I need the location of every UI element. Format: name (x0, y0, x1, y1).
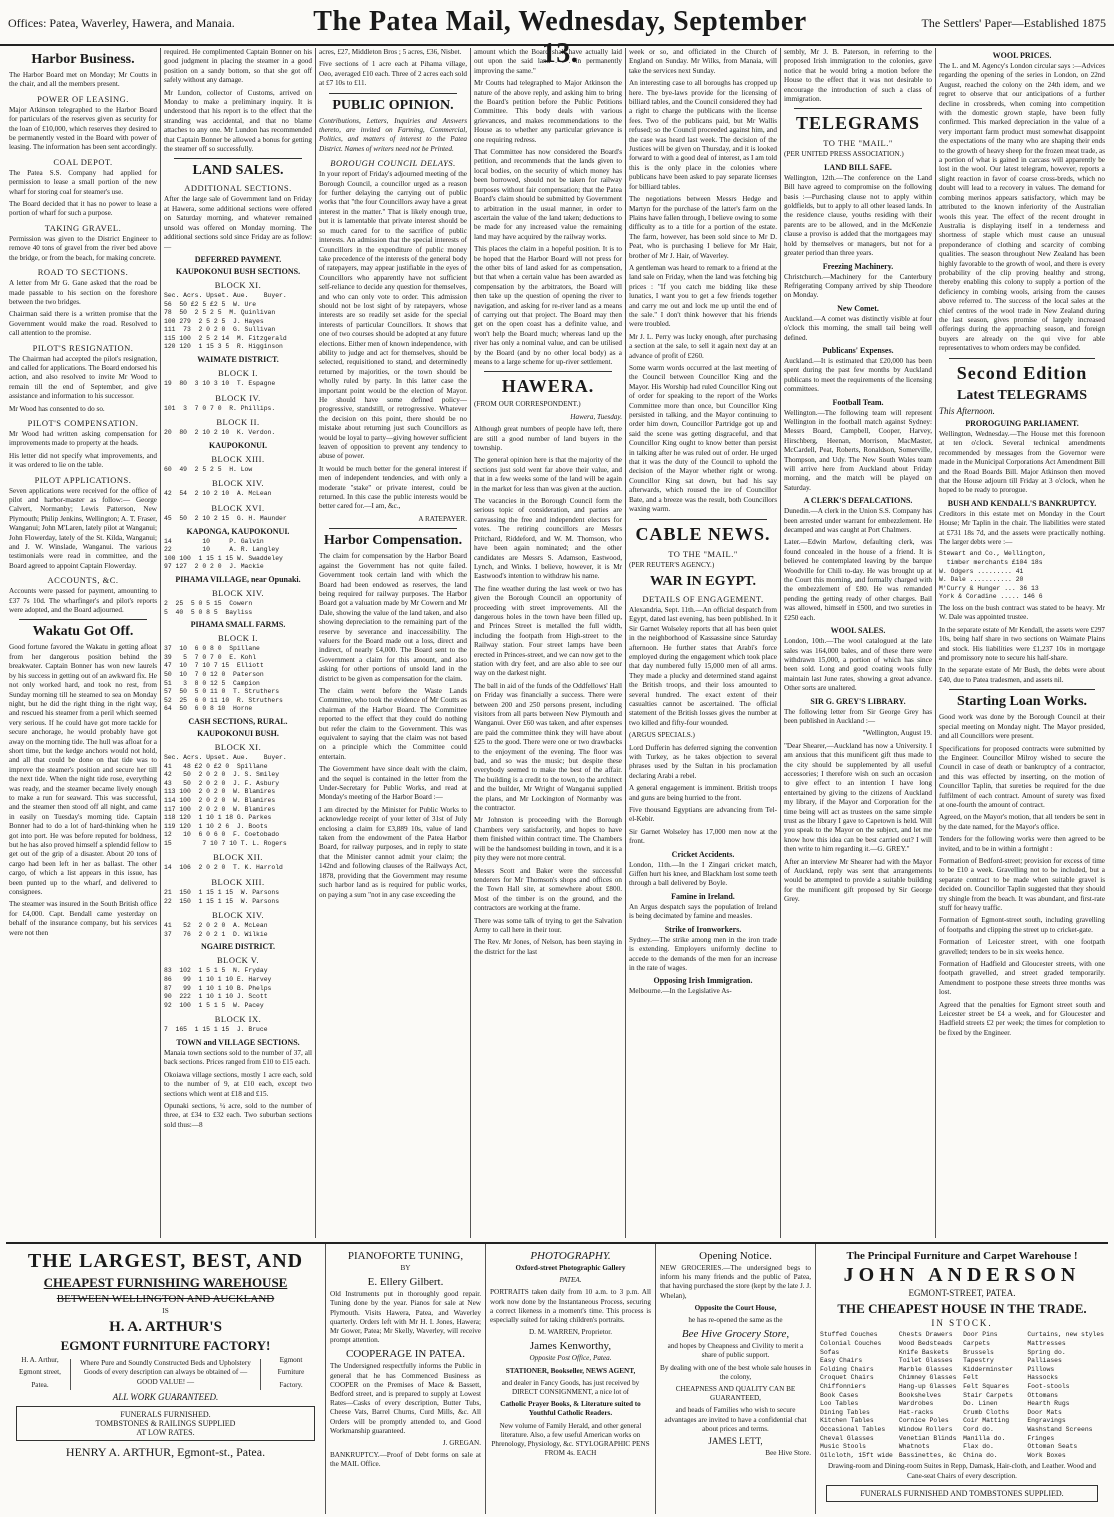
subhead: KAUPOKONUI BUSH SECTIONS. (175, 266, 301, 276)
ad-row (10, 1356, 321, 1393)
paragraph: Although great numbers of people have left, there are still a good number of land buyers in the township. (474, 425, 622, 453)
paragraph: Formation of Egmont-street south, including gravelling of footpaths and clipping the street up to cricket-gate. (939, 916, 1105, 934)
subhead: WOOL SALES. (830, 626, 886, 636)
paragraph: The vacancies in the Borough Council form the serious topic of consideration, and parties are canvassing the free and independent electors for votes. The retiring councillors are Messrs Pritchard, Riddeford, and W. M. Thomson, who have been again nominated; and the other candidates are Messrs S. Adamson, Eastwood, Lynch, and Winks. I believe, however, it is Mr Eastwood's intention to withdraw his name. (474, 497, 622, 581)
paragraph: That Committee has now considered the Board's petition, and recommends that the lands given to local bodies, on the security of which money has been borrowed, should not be taken for railway purposes without fair compensation; that the Patea Board's claim should be submitted by Government to arbitration in the usual manner, in order to ascertain the value of the land taken; deductions to be made for any increased value the remaining land may have acquired by the railway works. (474, 148, 622, 241)
paragraph: The following letter from Sir George Grey has been published in Auckland :— (784, 707, 932, 725)
paragraph: It would be much better for the general interest if men of independent tendencies, and with only a moderate "stake" or private interest, could be returned. In this case the public interests would be better cared for.—I am, &c., (319, 464, 467, 511)
paragraph: This places the claim in a hopeful position. It is to be hoped that the Harbor Board will not press for the other bits of land asked for as compensation, but that when a certain value has been awarded as compensation by the arbitrators, the Board will then take up the question of opening the river to navigation, and asking for re-river land as a means of carrying out that project. The Board may then get on the open coast has a definite value, and won't help the Board much; whereas land up the river has only a nominal value, and can be utilised by the Board (and by no other local body) as a means to a large scheme for up-river settlement. (474, 245, 622, 366)
sales-table: 101 3 7 0 7 0 R. Phillips. (164, 404, 276, 412)
ad-left (10, 1356, 70, 1393)
subhead: TAKING GRAVEL. (44, 222, 122, 233)
ad-headline: E. Ellery Gilbert. (367, 1276, 444, 1289)
paragraph: The general opinion here is that the majority of the sections just sold went far above their value, and that in a few weeks some of the land will be again in the market for less than was given at the auction. (474, 456, 622, 493)
paragraph: acres, £27, Middleton Bros ; 5 acres, £36, Nisbet. (319, 48, 462, 56)
paragraph: The Rev. Mr Jones, of Nelson, has been staying in the district for the last (474, 938, 622, 956)
block-label: BLOCK XIV. (211, 588, 265, 598)
subhead: TOWN and VILLAGE SECTIONS. (176, 1038, 300, 1047)
column-2 (161, 48, 316, 1238)
ad-text: TOMBSTONES & RAILINGS SUPPLIED (95, 1419, 236, 1429)
paragraph: "Wellington, August 19. (862, 729, 932, 738)
paragraph: London, 11th.—In the I Zingari cricket match, Giffen hurt his knee, and Blackham lost some teeth through a ball delivered by Boyle. (629, 860, 777, 888)
subhead: LAND BILL SAFE. (824, 162, 892, 172)
paragraph: The claim went before the Waste Lands Committee, who took the evidence of Mr Coutts as chairman of the Harbor Board. The Committee reported to the effect that they could do nothing but refer the claim to the Government. This was equivalent to saying that the claim was not based on a principle which the Committee could entertain. (319, 686, 467, 761)
sales-table: 42 54 2 10 2 10 A. McLean (164, 490, 272, 498)
sales-table: 60 49 2 5 2 5 H. Low (164, 465, 253, 473)
paragraph: Agreed that the penalties for Egmont street south and Leicester street be £4 a week, and for Gloucester and Hadfield streets £2 per week; the times for completion to be fixed by the Engineer. (939, 1000, 1105, 1037)
sales-table: Sec. Acrs. Upset. Aue. Buyer. 41 48 £2 0 £2 0 Spillane 42 50 2 0 2 0 J. S. Smiley 43 50 2 0 2 0 J. F. Asbury 113 100 2 0 2 0 W. Blamires 114 100 2 0 2 0 W. Blamires 117 100 2 0 2 0 W. Blamires 118 120 1 10 1 18 G. Parkes 119 120 1 10 2 6 J. Boots 12 10 6 0 6 0 F. Coetobado 15 7 10 7 10 T. L. Rogers (164, 753, 287, 847)
paragraph: The Government have since dealt with the claim, and the sequel is contained in the letter from the Under-Secretary for Public Works, and read at Monday's meeting of the Harbor Board :— (319, 765, 467, 802)
advertisements (6, 1242, 1108, 1514)
subhead: ACCOUNTS, &C. (47, 575, 119, 586)
paragraph: An interesting case to all boroughs has cropped up here. The bye-laws provide for the licensing of billiard tables, and the Council considered they had a right to charge the publicans with the license fees. Two of the publicans paid, but Mr Wallis refused; so the Council proceeded against him, and the case was heard last week. The decision of the Justices will be given on Thursday, and it is looked forward to with a good deal of interest, as I am told this is the only place in the colonies where publicans have been asked to pay separate licenses for billiard tables. (629, 79, 777, 191)
ad-headline: THE LARGEST, BEST, AND (27, 1250, 304, 1272)
headline-hawera: HAWERA. (501, 376, 595, 397)
paragraph: Contributions, Letters, Inquiries and Answers thereto, are invited on Farming, Commercial, Politics, and matters of interest to the Patea District. Names of writers need not be Printed. (319, 116, 467, 153)
headline-telegrams: TELEGRAMS (795, 113, 921, 134)
stock-column: Chests Drawers Wood Bedsteads Knife Baskets Toilet Glasses Marble Glasses Chimney Glasses Hang-up Glasses Bookshelves Wardrobes Hat-racks Cornice Poles Window Rollers Venetian Blinds Whatnots Bassinettes, &c (898, 1331, 957, 1459)
ad-text: Oxford-street Photographic Gallery (515, 1264, 626, 1272)
subhead: Publicans' Expenses. (822, 345, 894, 355)
ad-text: Patea. (31, 1380, 49, 1389)
paragraph: Creditors in this estate met on Monday in the Court House; Mr Taplin in the chair. The liabilities were stated at £731 18s 7d, and the assets were practically nothing. The larger debts were :— (939, 509, 1105, 547)
paragraph: Auckland.—It is estimated that £20,000 has been spent during the past few months by Auckland publicans to meet the requirements of the licensing committees. (784, 356, 932, 394)
subhead: Freezing Machinery. (822, 261, 894, 271)
ad-opening-notice (656, 1244, 816, 1514)
block-label: BLOCK XIII. (211, 877, 265, 888)
sales-table: 37 10 6 0 8 0 Spillane 39 5 7 0 7 0 E. Kohl 47 10 7 10 7 15 Elliott 50 10 7 0 12 0 Paterson 51 3 8 0 12 5 Campion 57 50 5 0 11 0 T. Struthers 52 25 6 0 11 10 R. Struthers 64 50 6 0 8 10 Horne (164, 645, 283, 713)
paragraph: Wellington.—The following team will represent Wellington in the football match against Sydney: Messrs Board, Campbell, Cooper, Harvey, Hirschberg, Heenan, Morrison, MacMaster, McCardell, Peat, Roberts, Ronaldson, Somerville, Thompson, and Udy. The New South Wales team will arrive here from Auckland about Friday morning, and the match will be played on Saturday. (784, 408, 932, 492)
paragraph: His letter did not specify what improvements, and it was ordered to lie on the table. (9, 451, 157, 470)
paragraph: The fine weather during the last week or two has given the Borough Council an opportunity of proceeding with street improvements. All the dangerous holes in the town have been filled up, and Princes Street is metalled the full width, including the footpath from High-street to the Railway station. Four street lamps have been erected in Princes-street, and we can now get to the station with dry feet, and are also able to see our way on the darkest night. (474, 584, 622, 678)
ad-text: PATEA. (559, 1276, 582, 1285)
ad-text: IN STOCK. (931, 1318, 993, 1329)
column-3 (316, 48, 471, 1238)
subhead: This Afternoon. (939, 405, 995, 416)
ad-text: By dealing with one of the best whole sale houses in the colony, (660, 1363, 811, 1381)
paragraph: The Chairman had accepted the pilot's resignation, and called for applications. The Board endorsed his action, and also resolved to invite Mr Wood to remain till the end of September, and give assistance and information to his successor. (9, 354, 157, 401)
paragraph: The L. and M. Agency's London circular says :—Advices regarding the opening of the series in London, on 22nd August, reached the colony on the 24th idem, and we regret to observe that our anticipations of a further decline in crossbreds, when coming into competition with the domestic grown staple, have been fully confirmed. This marked depreciation in the value of a very important farm product must somewhat disappoint the expectations of the many who are shaping their ends to the growth of heavy sheep for the frozen meat trade, as a portion of what is gained in carcass will apparently be lost in the wool. Our latest telegram, however, reports a slight reaction in favor of coarse cross-breds, which no doubt will lead to a recovery in values. The demand for combing merinos appears satisfactory, which may be attributed to the known inferiority of the Australian wools this year. The effect of the recent drought in Australia is displaying itself in a tenderness and shortness of staple which must cause an unusual preponderance of clothing and scarcity of combing qualities. The season throughout New Zealand has been highly favorable to the growth of wool, and there is every probability of the clip proving healthy and strong, thereby enabling this colony to supply a portion of the deficiency in combing wools, arising from the causes above referred to. The success of the local sales at the chief centres of the wool trade in New Zealand during the last season, gives promise of largely increased offerings during the approaching season, and foreign buyers are already on the qui vive for able representatives to whom orders may be confided. (939, 62, 1105, 353)
paragraph: The negotiations between Messrs Hedge and Martyn for the purchase of the latter's farm on the Plains have fallen through, I believe owing to some difficulty as to a title for a portion of the estate. The farm, however, has been sold since to Mr D. Peat, who is purchasing I believe for Mr Hair, brother of Mr J. Hair, of Waverley. (629, 195, 777, 260)
paragraph: Okoiawa village sections, mostly 1 acre each, sold to the number of 9, at £10 each, except two sections which went at £18 and £15. (164, 1070, 312, 1098)
paragraph: Opunaki sections, ¼ acre, sold to the number of three, at £34 to £32 each. Two suburban sections sold thus:—8 (164, 1102, 312, 1129)
paragraph: amount which the Board shall have actually laid out upon the said land . . . in permanently improving the same." (474, 48, 622, 75)
paragraph: Christchurch.—Machinery for the Canterbury Refrigerating Company arrived by ship Theodore on Monday. (784, 272, 932, 300)
subhead: PROROGUING PARLIAMENT. (965, 419, 1079, 428)
paragraph: The Patea S.S. Company had applied for permission to lease a small portion of the new wharf for storing coal for steamer's use. (9, 168, 157, 196)
paragraph: Chairman said there is a written promise that the Government would make the road. Resolved to call attention to the promise. (9, 310, 157, 338)
subhead: WAIMATE DISTRICT. (197, 355, 279, 365)
ad-text: Old Instruments put in thoroughly good repair. Tuning done by the year. Pianos for sale at New Plymouth. Visits Hawera, Patea, and Waverley quarterly. Orders left with Mr H. I. Jones, Hawera; Mr Gower, Patea; Mr Skelly, Waverley, will receive prompt attention. (330, 1290, 481, 1345)
paragraph: An Argus despatch says the population of Ireland is being decimated by famine and measles. (629, 902, 777, 921)
paragraph: Alexandria, Sept. 11th.—An official despatch from Egypt, dated last evening, has been published. In it Sir Garnet Wolseley reports that all has been quiet in the neighborhood of Kassassine since Saturday afternoon. He further states that Arabi's force employed during the engagement which took place that day numbered fully 15,000 men of all arms. They made a plucky and determined stand against the British troops, and their loss amounted to several hundred. The exact extent of their casualties cannot be ascertained. The official statement of the British losses gives the number at two killed and fifty-four wounded. (629, 605, 777, 727)
paragraph: Good fortune favored the Wakatu in getting afloat from her dangerous position behind the breakwater. Captain Bonner has won new laurels by his success in getting out of an awkward fix. He not only worked hard, and took no rest, from Sunday morning till he steamed to sea on Monday night, but he did the right thing in the right way, and rescued his steamer from a peril which seemed very serious. If he could have got more tackle for secure anchorage, he would probably have got away on the morning tide. The hull was afloat for a short time, but the kedge anchors would not hold, and all that could be done on that tide was to improve the steamer's position and secure her till the next tide. When the night tide rose, everything was ready, and the steamer became lively enough to make a run for seaward. This was successful, and the steamer then stood off all night, and came in easily on Tuesday's morning tide. Captain Bonner had to do a lot of hard-thinking when he got into port. He was before reputed for boldness, but he has also proved himself a splendid fellow to get out of the grip of a disaster. About 20 tons of cargo had been left in her as ballast. The other cargo, of which a list appears in this issue, has been punted up to the wharf, and delivered to consignees. (9, 643, 157, 897)
paragraph: Permission was given to the District Engineer to remove 40 tons of gravel from the river bed above the bridge, or from the beach, for making concrete. (9, 234, 157, 262)
divider (174, 158, 302, 159)
paragraph: Some warm words occurred at the last meeting of the Council between Councillor King and the Mayor. His Worship had ruled Councillor King out of order for speaking to the report of the Works Committee more than once, but Councillor King persisted in talking, and the Mayor continuing to order him down, Councillor Partridge got up and said the scene was getting disgraceful, and that Councillor King ought to know better than persist in talking after he was ruled out of order. He urged that it was the duty of the Council to uphold the decision of the Mayor whether right or wrong. Councillor King sat down, but had his say afterwards, which roused the ire of Councillor Bate, and a breeze was the result, both Councillors waxing warm. (629, 364, 777, 514)
sales-table: Sec. Acrs. Upset. Aue. Buyer. 56 50 £2 5 £2 5 W. Ure 78 50 2 5 2 5 M. Quinlivan 100 279 2 5 2 5 J. Hayes 111 73 2 0 2 0 G. Sullivan 115 100 2 5 2 14 M. Fitzgerald 120 120 1 15 3 5 R. Higginson (164, 291, 287, 351)
ad-headline: Bee Hive Grocery Store, (681, 1328, 790, 1341)
agency-line: (ARGUS SPECIALS.) (629, 731, 695, 740)
block-label: BLOCK I. (218, 368, 258, 379)
paragraph: The loss on the bush contract was stated to be heavy. Mr W. Dale was appointed trustee. (939, 604, 1105, 622)
ad-signature: J. GREGAN. (442, 1439, 481, 1448)
subhead: Cricket Accidents. (671, 849, 735, 859)
paragraph: Sydney.—The strike among men in the iron trade is extending. Employers uniformly decline to accede to the demands of the men for an increase in the rate of wages. (629, 935, 777, 972)
paragraph: Formation of Hadfield and Gloucester streets, with one footpath gravelled, and street graded temporarily. Amendment to postpone these streets three months was lost. (939, 960, 1105, 997)
paragraph: After an interview Mr Shearer had with the Mayor of Auckland, reply was sent that arrangements would be attempted to provide a suitable building for the munificent gift proposed by Sir George Grey. (784, 857, 932, 904)
headline-wakatu: Wakatu Got Off. (32, 624, 134, 640)
agency-line: (PER REUTER'S AGENCY.) (629, 560, 715, 569)
subhead: PIHAMA VILLAGE, near Opunaki. (175, 575, 301, 584)
subhead: Opposing Irish Immigration. (653, 976, 753, 986)
ad-text: Furniture (277, 1368, 305, 1377)
subhead: DETAILS OF ENGAGEMENT. (642, 593, 764, 604)
divider (329, 93, 457, 94)
ad-text: CHEAPNESS AND QUALITY CAN BE GUARANTEED, (675, 1385, 796, 1403)
ad-text: Egmont (279, 1356, 303, 1365)
subhead: ROAD TO SECTIONS. (37, 267, 129, 278)
block-label: BLOCK II. (216, 417, 260, 428)
column-1 (6, 48, 161, 1238)
subhead: BUSH AND KENDALL'S BANKRUPTCY. (947, 498, 1097, 508)
ad-headline: THE CHEAPEST HOUSE IN THE TRADE. (837, 1301, 1087, 1317)
block-label: BLOCK IV. (215, 392, 261, 403)
ad-headline: The Principal Furniture and Carpet Warehouse ! (846, 1250, 1078, 1262)
paragraph: Agreed, on the Mayor's motion, that all tenders be sent in by the date named, for the Mayor's office. (939, 813, 1105, 831)
stock-column: Door Pins Carpets Brussels Tapestry Kidderminster Felt Felt Squares Stair Carpets Do. Linen Crumb Cloths Coir Matting Cord do. Manilla do. Flax do. China do. (963, 1331, 1013, 1459)
subhead: SIR G. GREY'S LIBRARY. (810, 696, 906, 706)
ad-text: BY (400, 1264, 411, 1272)
columns (6, 48, 1108, 1238)
ad-arthur-furniture (6, 1244, 326, 1514)
ad-text: Catholic Prayer Books, & Literature suited to Youthful Catholic Readers. (500, 1400, 641, 1418)
subhead: COAL DEPOT. (53, 156, 113, 167)
paragraph: In the separate estate of Mr Kendall, the assets were £297 10s, being half share in two sections on Waimate Plains and stock. His liabilities were £1,237 10s in mortgage and promissory note to secure his half-share. (939, 625, 1105, 663)
paragraph: Mr J. L. Perry was lucky enough, after purchasing a section at the sale, to sell it again next day at an advance of profit of £260. (629, 332, 777, 360)
paragraph: The Harbor Board met on Monday; Mr Coutts in the chair, and all the members present. (9, 71, 157, 89)
block-label: BLOCK XII. (213, 852, 263, 863)
signature: A RATEPAYER. (418, 514, 467, 523)
paragraph: A gentleman was heard to remark to a friend at the land sale on Friday, when the land was fetching big prices : "If you catch me bidding like these lunatics, I want you to get a few friends together and carry me out and lock me up until the end of the sale." I don't think however that his friends were troubled. (629, 263, 777, 329)
ad-headline: PIANOFORTE TUNING, (347, 1250, 464, 1262)
subhead: ADDITIONAL SECTIONS. (184, 183, 292, 194)
ad-signature: D. M. WARREN, Proprietor. (528, 1328, 613, 1337)
block-label: BLOCK XVI. (211, 503, 265, 514)
ad-text: STATIONER, Bookseller, NEWS AGENT, (505, 1366, 636, 1375)
block-label: BLOCK V. (217, 955, 259, 966)
ad-signature: Bee Hive Store. (765, 1449, 811, 1458)
paragraph: Five sections of 1 acre each at Pihama village, Oeo, averaged £10 each. Three of 2 acres each sold at £7 10s to £11. (319, 60, 467, 88)
ad-text: Drawing-room and Dining-room Suites in Repp, Damask, Hair-cloth, and Leather. Wood and Cane-seat Chairs of every description. (827, 1462, 1097, 1480)
ad-headline: H. A. ARTHUR'S (109, 1319, 222, 1336)
headline-cable-news: CABLE NEWS. (635, 523, 771, 544)
headline-war-in-egypt: WAR IN EGYPT. (650, 573, 756, 589)
subhead: New Comet. (837, 303, 879, 313)
paragraph: Mr Wood had written asking compensation for improvements made to property at the heads. (9, 429, 157, 448)
ad-headline: EGMONT FURNITURE FACTORY! (60, 1338, 271, 1354)
ad-text: The Undersigned respectfully informs the Public in general that he has Commenced Business as COOPER on the Premises of Mace & Bassett, Bedford street, and is prepared to supply at Lowest Rates—Casks of every description, Butter Tubs, Cheese Vats, Barrel Churns, Curd Mills, &c. All Orders will be promptly attended to, and Good Workmanship guaranteed. (330, 1362, 481, 1435)
newspaper-title: The Patea Mail, Wednesday, September 13. (313, 6, 807, 69)
paragraph: There was some talk of trying to get the Salvation Army to call here in their tour. (474, 916, 622, 934)
headline-latest-telegrams: Latest TELEGRAMS (956, 387, 1088, 403)
ad-text: H. A. Arthur, (21, 1356, 59, 1365)
ad-text: BANKRUPTCY.—Proof of Debt forms on sale at the MAIL Office. (330, 1451, 481, 1469)
ad-photography-stationer (486, 1244, 656, 1514)
stock-column: Stuffed Couches Colonial Couches Sofas Easy Chairs Folding Chairs Croquet Chairs Chiffonniers Book Cases Loo Tables Dining Tables Kitchen Tables Occasional Tables Cheval Glasses Music Stools Oilcloth, 15ft wide (820, 1331, 893, 1459)
stock-list (820, 1331, 1104, 1462)
headline-second-edition: Second Edition (956, 362, 1088, 383)
subhead: NGAIRE DISTRICT. (200, 942, 276, 952)
subhead: A CLERK'S DEFALCATIONS. (803, 496, 913, 506)
ad-text: PORTRAITS taken daily from 10 a.m. to 3 p.m. All work now done by the Instantaneous Process, securing a correct likeness in a moment's time. This process is especially suited for taking children's portraits. (490, 1288, 651, 1325)
paragraph: Wellington, Wednesday.—The House met this forenoon at ten o'clock. Several technical amendments recommended by messages from the Governor were made in the Municipal Corporations Act Amendment Bill and the Road Boards Bill. Major Atkinson then moved that the House adjourn till Friday at 3 o'clock, when he hoped to be ready to prorogue. (939, 430, 1105, 495)
paragraph: Mr Wood has consented to do so. (9, 404, 105, 413)
tagline: The Settlers' Paper—Established 1875 (921, 16, 1106, 30)
block-label: BLOCK XIII. (211, 453, 265, 464)
subhead: KAUPOKONUI. (209, 440, 267, 450)
ad-middle (70, 1359, 261, 1390)
byline: (FROM OUR CORRESPONDENT.) (474, 400, 581, 409)
paragraph: The ball in aid of the funds of the Oddfellows' Hall on Friday was financially a success. There were between 200 and 250 persons present, including visitors from all parts between New Plymouth and Wanganui. Over £60 was taken, and after expenses are paid the committee think they will have about £25 to the good. There were one or two drawbacks to the enjoyment of the evening. The floor was bad, and so was the music; but despite these everybody seemed to make the best of the affair. The building is a credit to the town, to the architect and the builder, Mr Wright of Wanganui supplied the plans, and Mr Lockington of Normanby was the contractor. (474, 681, 622, 813)
ad-text: and hopes by Cheapness and Civility to merit a share of public support. (667, 1342, 804, 1360)
ad-box (16, 1406, 315, 1441)
block-label: BLOCK XI. (214, 279, 262, 290)
headline-harbor-compensation: Harbor Compensation. (323, 533, 463, 549)
block-label: BLOCK XIV. (211, 910, 265, 921)
paragraph: sembly, Mr J. B. Paterson, in referring to the proposed Irish immigration to the colonies, gave notice that he would bring a motion before the House to the effect that it was not desirable to encourage the introduction of such a class of immigration. (784, 48, 932, 104)
paragraph: week or so, and officiated in the Church of England on Sunday. Mr Wilks, from Manaia, will take the services next Sunday. (629, 48, 777, 75)
subhead: KAUPOKONUI BUSH. (197, 728, 279, 738)
ad-headline: BETWEEN WELLINGTON AND AUCKLAND (56, 1293, 275, 1305)
sales-table: 41 52 2 0 2 0 A. McLean 37 76 2 0 2 1 D. Wilkie (164, 922, 268, 938)
agency-line: (PER UNITED PRESS ASSOCIATION.) (784, 150, 904, 159)
block-label: BLOCK XI. (214, 741, 262, 752)
ad-text: Opposite the Court House, (694, 1303, 777, 1312)
paragraph: In the separate estate of Mr Bush, the debts were about £40, due to Patea tradesmen, and assets nil. (939, 666, 1105, 684)
paragraph: required. He complimented Captain Bonner on his good judgment in placing the steamer in a good position on a sandy bottom, so that she got off safely without any damage. (164, 48, 312, 85)
ad-text: NEW GROCERIES.—The undersigned begs to inform his many friends and the public of Patea, that having purchased the store (kept by the late J. J. Whelan), (660, 1264, 811, 1300)
headline-land-sales: LAND SALES. (192, 163, 284, 179)
subhead: PIHAMA SMALL FARMS. (190, 620, 286, 630)
block-label: BLOCK XIV. (211, 478, 265, 489)
ad-box: FUNERALS FURNISHED AND TOMBSTONES SUPPLIED. (826, 1485, 1098, 1502)
subhead: WOOL PRICES. (992, 51, 1052, 60)
subhead: DEFERRED PAYMENT. (194, 254, 282, 264)
column-7 (936, 48, 1108, 1238)
column-6 (781, 48, 936, 1238)
headline-starting-loan-works: Starting Loan Works. (956, 694, 1088, 710)
stock-column: Curtains, new styles Mattresses Spring do. Palliases Pillows Hassocks Foot-stools Ottomans Hearth Rugs Door Mats Engravings Washstand Screens Fringes Ottoman Seats Work Boxes (1027, 1331, 1105, 1459)
ad-headline: James Kenworthy, (529, 1340, 612, 1353)
headline-public-opinion: PUBLIC OPINION. (332, 97, 454, 113)
paragraph: The claim for compensation by the Harbor Board against the Government has not quite failed. Government took certain land with which the Board had been endowed as reserves, the land being required for railway purposes. The Harbor Board got a valuation made by Mr Cowern and Mr Dale, showing the value of the land taken, and also showing depreciation to the remaining part of the reserve by severance and inaccessibility. The valuers for the Board made out a loss, direct and indirect, of nearly £4,000. The Board sent to the Government a claim for this amount, and also asking for other portions of unsold land in the district to be given as compensation for the claim. (319, 552, 467, 683)
paragraph: Dunedin.—A clerk in the Union S.S. Company has been arrested under warrant for embezzlement. He decamped and was caught at Port Chalmers. (784, 507, 932, 535)
ad-text: IS (162, 1307, 169, 1315)
ad-signature: JAMES LETT, (708, 1436, 763, 1447)
column-5 (626, 48, 781, 1238)
paragraph: Mr Johnston is proceeding with the Borough Chambers very satisfactorily, and hopes to have them finished within contract time. The Chambers will be the handsomest building in town, and it is a pity they were not more central. (474, 816, 622, 863)
subhead: CASH SECTIONS, RURAL. (188, 716, 288, 726)
paragraph: A letter from Mr G. Gane asked that the road be made passable to his section on the foreshore between the two bridges. (9, 279, 157, 306)
ad-john-anderson (816, 1244, 1108, 1514)
ad-footer: HENRY A. ARTHUR, Egmont-st., Patea. (65, 1445, 266, 1460)
subhead: Strike of Ironworkers. (664, 924, 742, 934)
subhead: KAPONGA, KAUPOKONUI. (186, 526, 290, 536)
ad-piano-cooperage (326, 1244, 486, 1514)
paragraph: Seven applications were received for the office of pilot and harbor-master as follow:— George Calvert, Normanby; Lewis Patterson, New Plymouth; Philip Jenkins, Wellington; A. T. Fraser, Wanganui; John M'Laren, lately pilot at Wanganui; John Flowerday, lately of the St. Kilda, Wanganui; and J. W. Winslade, Wanganui. The various testimonials were read in committee, and the Board agreed to appoint Captain Flowerday. (9, 486, 157, 570)
divider (639, 519, 767, 520)
divider (794, 108, 922, 109)
ad-text: and heads of Families who wish to secure advantages are invited to have a confidential chat about prices and terms. (664, 1406, 807, 1433)
ad-text: New volume of Family Herald, and other general literature. Also, a few useful American works on Phrenology, Physiology, &c. STYLOGRAPHIC PENS FROM 4s. EACH (491, 1421, 650, 1458)
subhead: BOROUGH COUNCIL DELAYS. (330, 158, 456, 169)
paragraph: Later.—Edwin Marlow, defaulting clerk, was found concealed in the house of a friend. It is believed he contemplated leaving by the barque Woodville for Chili to-day. He was brought up at the Court this morning, and formally charged with the embezzlement of £80. He was remanded pending the getting ready of other charges. Bail was allowed, himself in £500, and two sureties in £250 each. (784, 538, 932, 622)
paragraph: Specifications for proposed contracts were submitted by the Engineer. Councillor Milroy wished to secure the Council in case of death or bankruptcy of a contractor, and this was effected by inserting, on the motion of Councillor Taplin, that sureties be required for the due fulfilment of each contract. Amount of surety was fixed at one-fourth the amount of contract. (939, 744, 1105, 809)
ad-text: EGMONT-STREET, PATEA. (908, 1288, 1016, 1298)
paragraph: Tenders for the following works were then agreed to be invited, and to be in within a fortnight : (939, 835, 1105, 853)
ad-text: ALL WORK GUARANTEED. (112, 1391, 219, 1402)
ad-text: Egmont street, (19, 1368, 61, 1377)
block-label: BLOCK I. (218, 633, 258, 644)
debts-table: Stewart and Co., Wellington, timber merchants £104 18s W. Odgers ......... 41 W. Dale ........... 20 M'Curry & Hunger ... 36 13 York & Coradine ..... 146 6 (939, 550, 1047, 601)
divider (949, 689, 1095, 690)
column-4 (471, 48, 626, 1238)
paragraph: A general engagement is imminent. British troops and guns are being hurried to the front. (629, 784, 777, 802)
paragraph: Five thousand Egyptians are advancing from Tel-el-Kebir. (629, 806, 777, 824)
ad-text: AT LOW RATES. (136, 1428, 195, 1438)
sales-table: 2 25 5 0 5 15 Cowern 5 40 5 0 8 5 Bayliss (164, 600, 253, 616)
paragraph: Manaia town sections sold to the number of 37, all back sections. Prices ranged from £10 to £15 each. (164, 1049, 312, 1067)
ad-text: and dealer in Fancy Goods, has just received by DIRECT CONSIGNMENT, a nice lot of (501, 1378, 640, 1397)
paragraph: Wellington, 12th.—The conference on the Land Bill have agreed to compromise on the following basis :—Purchasing clause not to apply within goldfields, but to apply to all other leased lands. In the residence clause, youths residing with their parents are to be allowed, and in the McKenzie clause a proviso is added that the mortgagees may hold by themselves or managers, but not for a greater period than three years. (784, 173, 932, 258)
block-label: BLOCK IX. (214, 1014, 262, 1025)
divider (949, 358, 1095, 359)
paragraph: Mr Coutts had telegraphed to Major Atkinson the nature of the above reply, and asking him to bring the Board's petition before the Public Petitions Committee. This body deals with various grievances, and makes recommendations to the House as to whether any particular grievance is one requiring redress. (474, 79, 622, 144)
ad-text: Where Pure and Soundly Constructed Beds and Upholstery Goods of every description can always be obtained of — GOOD VALUE! — (80, 1359, 251, 1386)
paragraph: Formation of Bedford-street; provision for excess of time to be £10 a week. Gravelling not to be included, but a separate contract to be made when suitable gravel is decided on. Councillor Taplin suggested that they should try shingle from the beach. It was abundant, and first-rate stuff for heavy traffic. (939, 856, 1105, 912)
divider (484, 371, 612, 372)
paragraph: Messrs Scott and Baker were the successful tenderers for Mr Thomson's shops and offices on the Town Hall site, at somewhere about £800. Most of the timber is on the ground, and the contractors are working at the frame. (474, 866, 622, 913)
ad-headline: CHEAPEST FURNISHING WAREHOUSE (43, 1275, 288, 1290)
paragraph: Major Atkinson telegraphed to the Harbor Board for particulars of the reserves given as security for the loan of £10,000, which reserves they desired to be permanently vested in the Board with power of leasing. The information has been sent accordingly. (9, 105, 157, 152)
paragraph: After the large sale of Government land on Friday at Hawera, some additional sections were offered on Saturday morning, and whatever remained unsold was offered on Monday morning. The additional sections sold since Friday are as follow:— (164, 195, 312, 251)
paragraph: Accounts were passed for payment, amounting to £37 7s 10d. The wharfinger's and pilot's reports were adopted, and the Board adjourned. (9, 587, 157, 615)
ad-text: Opposite Post Office, Patea. (529, 1354, 612, 1363)
subhead: TO THE "MAIL." (823, 138, 893, 149)
paragraph: Melbourne.—In the Legislative As- (629, 987, 732, 996)
sales-table: 7 165 1 15 1 15 J. Bruce (164, 1026, 268, 1034)
offices-line: Offices: Patea, Waverley, Hawera, and Manaia. (8, 16, 235, 30)
sales-table: 20 80 2 10 2 10 K. Verdon. (164, 429, 276, 437)
subhead: PILOT'S COMPENSATION. (27, 417, 139, 428)
ad-headline: PHOTOGRAPHY. (530, 1250, 611, 1262)
sales-table: 14 10 P. Galvin 22 10 A. R. Langley 100 100 1 15 1 15 W. Swaddeley 97 127 2 0 2 0 J. Mackie (164, 537, 283, 571)
ad-right (261, 1356, 321, 1393)
subhead: Famine in Ireland. (671, 891, 735, 901)
headline-harbor-business: Harbor Business. (31, 52, 135, 67)
paragraph: Mr Lundon, collector of Customs, arrived on Monday to make a preliminary inquiry. It is understood that his report is to the effect that the stranding was accidental, and that no blame attaches to any one. Mr Lundon has recommended that Captain Bonner be allowed a bonus for getting the steamer off so successfully. (164, 88, 312, 154)
sales-table: 45 50 2 10 2 15 G. H. Maunder (164, 515, 287, 523)
subhead: Football Team. (832, 397, 884, 407)
sales-table: 21 150 1 15 1 15 W. Parsons 22 150 1 15 1 15 W. Parsons (164, 889, 280, 905)
ad-headline: JOHN ANDERSON (843, 1264, 1081, 1286)
sales-table: 83 102 1 5 1 5 N. Fryday 86 99 1 10 1 10 E. Harvey 87 99 1 10 1 10 B. Phelps 90 222 1 10 1 10 J. Scott 92 100 1 5 1 5 W. Pacey (164, 967, 272, 1009)
paragraph: "Dear Shearer,—Auckland has now a University. I am anxious that this munificent gift thus made to the city should be supplemented by all useful accessories; I therefore wish on such an occasion to give effect to an intention I have long entertained by giving to the citizens of Auckland my library, if the Mayor and Corporation for the time being will act as trustees on the same simple trust as the library I gave to Capetown is held. Will you speak to the Mayor on the subject, and let me know how this idea can be best carried out? I will then write to him regarding it.—G. GREY." (784, 741, 932, 854)
ad-text: FUNERALS FURNISHED. (120, 1410, 211, 1420)
subhead: POWER OF LEASING. (37, 93, 129, 104)
paragraph: In your report of Friday's adjourned meeting of the Borough Council, a councillor urged as a reason for further delaying the carrying out of public works that "the four Councillors away have a great interest in the matter." That is likely enough true, but it is lamentable that private interest should be so much cared for to the sacrifice of public interests. An admission that the special interests of Councillors in the expenditure of public money take precedence of the interests of the general body of ratepayers, may appear justifiable in the eyes of Councillors who apparently have not sufficient self-reliance to decide any question for themselves, and who can only vote to order. This admission should not be lost sight of by ratepayers, whose interests are so readily set aside for the special interests of particular Councillors. It shows that one of two courses should be adopted at any future elections. Either men of known independence, with ability to judge and act for themselves, should be selected, requisitioned to stand, and determinedly returned by majorities, or the town should be wholly ruled by party. In this latter case the important point would be the election of Mayor. He should have some defined policy— progressive, standstill, or retrogressive. Whatever the decision on this point, there should be no mistake about returning just such Councillors as would be loyal to party—giving however sufficient leaven of opposition to prevent any tendency to abuse of power. (319, 170, 467, 461)
subhead: TO THE "MAIL." (668, 548, 738, 559)
paragraph: I am directed by the Minister for Public Works to acknowledge receipt of your letter of 31st of July enclosing a claim for £3,889 10s, value of land taken from the endowment of the Patea Harbor Board, for railway purposes, and in reply to state that the Minister cannot admit your claim; the 142nd and following clauses of the Railways Act, 1878, providing that the Government may resume such harbor land as is required for public works, on paying a sum "not in any case exceeding the (319, 805, 467, 899)
divider (329, 528, 457, 529)
ad-headline: COOPERAGE IN PATEA. (345, 1348, 466, 1361)
paragraph: Sir Garnet Wolseley has 17,000 men now at the front. (629, 827, 777, 846)
subhead: PILOT APPLICATIONS. (34, 474, 132, 485)
paragraph: Good work was done by the Borough Council at their special meeting on Monday night. The Mayor presided, and all Councillors were present. (939, 713, 1105, 741)
ad-text: he has re-opened the same as the (688, 1316, 783, 1325)
ad-headline: Opening Notice. (699, 1250, 772, 1262)
divider (19, 619, 147, 620)
sales-table: 14 106 2 0 2 0 T. K. Harrold (164, 864, 283, 872)
paragraph: Formation of Leicester street, with one footpath gravelled; tenders to be in six weeks hence. (939, 938, 1105, 956)
dateline: Hawera, Tuesday. (570, 412, 622, 421)
paragraph: The steamer was insured in the South British office for £4,000. Capt. Bendall came yesterday on behalf of the insurance company, but his services were not then (9, 900, 157, 937)
paragraph: Lord Dufferin has deferred signing the convention with Turkey, as he takes objection to several phrases used by the Sultan in his proclamation declaring Arabi a rebel. (629, 743, 777, 780)
ad-text: Factory. (279, 1380, 303, 1389)
sales-table: 19 80 3 10 3 10 T. Espagne (164, 380, 276, 388)
paragraph: London, 10th.—The wool catalogued at the late sales was 164,000 bales, and of these there were withdrawn 15,000, a portion of which has since been sold. Long and good coating wools fully maintain last June rates, showing a great advance. Other sorts are unaltered. (784, 637, 932, 693)
paragraph: The Board decided that it has no power to lease a portion of wharf for such a purpose. (9, 200, 157, 218)
paragraph: Auckland.—A comet was distinctly visible at four o'clock this morning, the small tail being well defined. (784, 314, 932, 342)
subhead: PILOT'S RESIGNATION. (32, 342, 134, 353)
